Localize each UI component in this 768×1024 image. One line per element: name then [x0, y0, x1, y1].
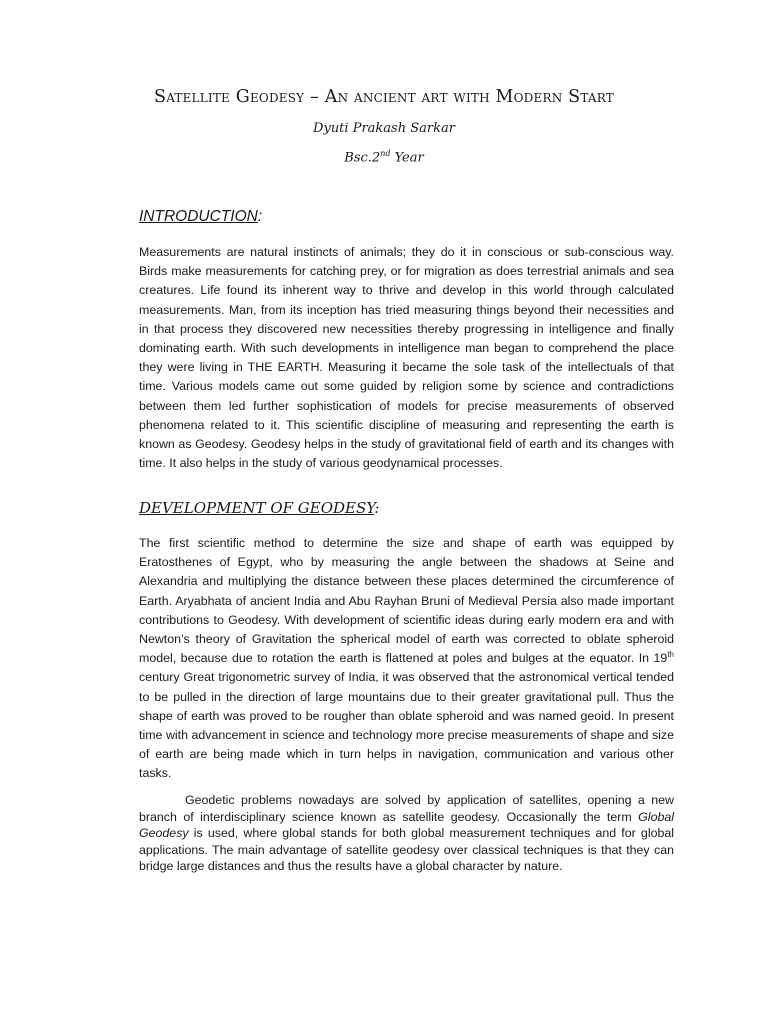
development-paragraph	[139, 534, 674, 784]
year-prefix: Bsc.2	[344, 150, 381, 166]
introduction-paragraph: Measurements are natural instincts of animals; they do it in conscious or sub-conscious way. Birds make measurements for catching prey, or for migration as does terrestrial animals and sea creatures. Life found its inherent way to thrive and develop in this world through calculated measurements. Man, from its inception has tried measuring things beyond their necessities and in that process they discovered new necessities thereby progressing in intelligence and finally dominating earth. With such developments in intelligence man began to comprehend the place they were living in THE EARTH. Measuring it became the sole task of the intellectuals of that time. Various models came out some guided by religion some by science and contradictions between them led further sophistication of models for precise measurements of observed phenomena related to it. This scientific discipline of measuring and representing the earth is known as Geodesy. Geodesy helps in the study of gravitational field of earth and its changes with time. It also helps in the study of various geodynamical processes.	[139, 245, 674, 471]
author-year	[0, 149, 768, 165]
heading-text: DEVELOPMENT OF GEODESY	[139, 499, 375, 517]
satellite-geodesy-paragraph	[139, 792, 674, 875]
author-name: Dyuti Prakash Sarkar	[313, 121, 455, 136]
heading-suffix: :	[257, 208, 263, 225]
document-title: Satellite Geodesy – An ancient art with Modern Start	[154, 87, 614, 107]
emphasis-global-geodesy: Global Geodesy	[139, 809, 674, 841]
section-heading-introduction	[139, 208, 262, 226]
paragraph-text: The first scientific method to determine the size and shape of earth was equipped by Eratosthenes of Egypt, who by measuring the angle between the shadows at Seine and Alexandria and multiplying the distance between these places determined the circumference of Earth. Aryabhata of ancient India and Abu Rayhan Bruni of Medieval Persia also made important contributions to Geodesy. With development of scientific ideas during early modern era and with Newton’s theory of Gravitation the spherical model of earth was corrected to oblate spheroid model, because due to rotation the earth is flattened at poles and bulges at the equator. In 19	[139, 536, 674, 666]
paragraph-text-continued: is used, where global stands for both global measurement techniques and for global applications. The main advantage of satellite geodesy over classical techniques is that they can bridge large distances and thus the results have a global character by nature.	[139, 826, 674, 874]
heading-text: INTRODUCTION	[139, 208, 258, 225]
year-suffix: Year	[390, 150, 424, 166]
section-heading-development	[139, 499, 379, 517]
paragraph-text: Geodetic problems nowadays are solved by application of satellites, opening a new branch of interdisciplinary science known as satellite geodesy. Occasionally the term	[139, 793, 674, 824]
superscript-th: th	[667, 650, 674, 660]
paragraph-text-continued: century Great trigonometric survey of India, it was observed that the astronomical vertical tended to be pulled in the direction of large mountains due to their greater gravitational pull. Thus the shape of earth was proved to be rougher than oblate spheroid and was named geoid. In present time with advancement in science and technology more precise measurements of shape and size of earth are being made which in turn helps in navigation, communication and various other tasks.	[139, 670, 674, 781]
heading-suffix: :	[374, 499, 380, 517]
year-superscript: nd	[380, 149, 391, 158]
